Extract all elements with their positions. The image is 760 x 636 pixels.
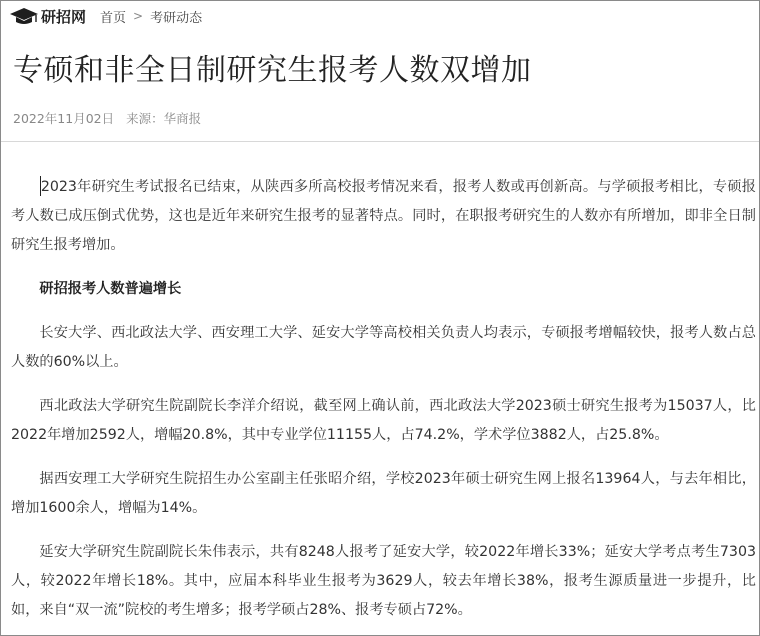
site-header: [9, 3, 202, 29]
section-heading: 研招报考人数普遍增长: [39, 281, 182, 297]
article-source: 来源：华商报: [126, 111, 202, 126]
article-body: [11, 173, 756, 636]
breadcrumb-home[interactable]: 首页: [100, 10, 127, 26]
article-paragraph: 西北政法大学研究生院副院长李洋介绍说，截至网上确认前，西北政法大学2023硕士研究生报考为15037人，比2022年增加2592人，增幅20.8%，其中专业学位11155人，占74.2%，学术学位3882人，占25.8%。: [11, 398, 756, 443]
text-cursor: [40, 176, 41, 196]
breadcrumb-separator: >: [133, 9, 144, 23]
article-paragraph: 长安大学、西北政法大学、西安理工大学、延安大学等高校相关负责人均表示，专硕报考增幅较快，报考人数占总人数的60%以上。: [11, 325, 756, 370]
article-paragraph: 2023年研究生考试报名已结束，从陕西多所高校报考情况来看，报考人数或再创新高。与学硕报考相比，专硕报考人数已成压倒式优势，这也是近年来研究生报考的显著特点。同时，在职报考研究生的人数亦有所增加，即非全日制研究生报考增加。: [11, 179, 756, 253]
breadcrumb-current[interactable]: 考研动态: [150, 10, 203, 26]
logo-text: 研招网: [41, 7, 87, 26]
article-paragraph: 据西安理工大学研究生院招生办公室副主任张昭介绍，学校2023年硕士研究生网上报名13964人，与去年相比，增加1600余人，增幅为14%。: [11, 471, 756, 516]
article-date: 2022年11月02日: [13, 111, 115, 126]
site-logo[interactable]: [9, 6, 86, 27]
article-title: 专硕和非全日制研究生报考人数双增加: [13, 53, 532, 88]
article-meta: [13, 109, 201, 127]
article-paragraph: 延安大学研究生院副院长朱伟表示，共有8248人报考了延安大学，较2022年增长33%；延安大学考点考生7303人，较2022年增长18%。其中，应届本科毕业生报考为3629人，较去年增长38%，报考生源质量进一步提升，比如，来自“双一流”院校的考生增多；报考学硕占28%、报考专硕占72%。: [11, 544, 756, 618]
divider: [1, 141, 760, 142]
graduation-cap-icon: [9, 6, 39, 26]
